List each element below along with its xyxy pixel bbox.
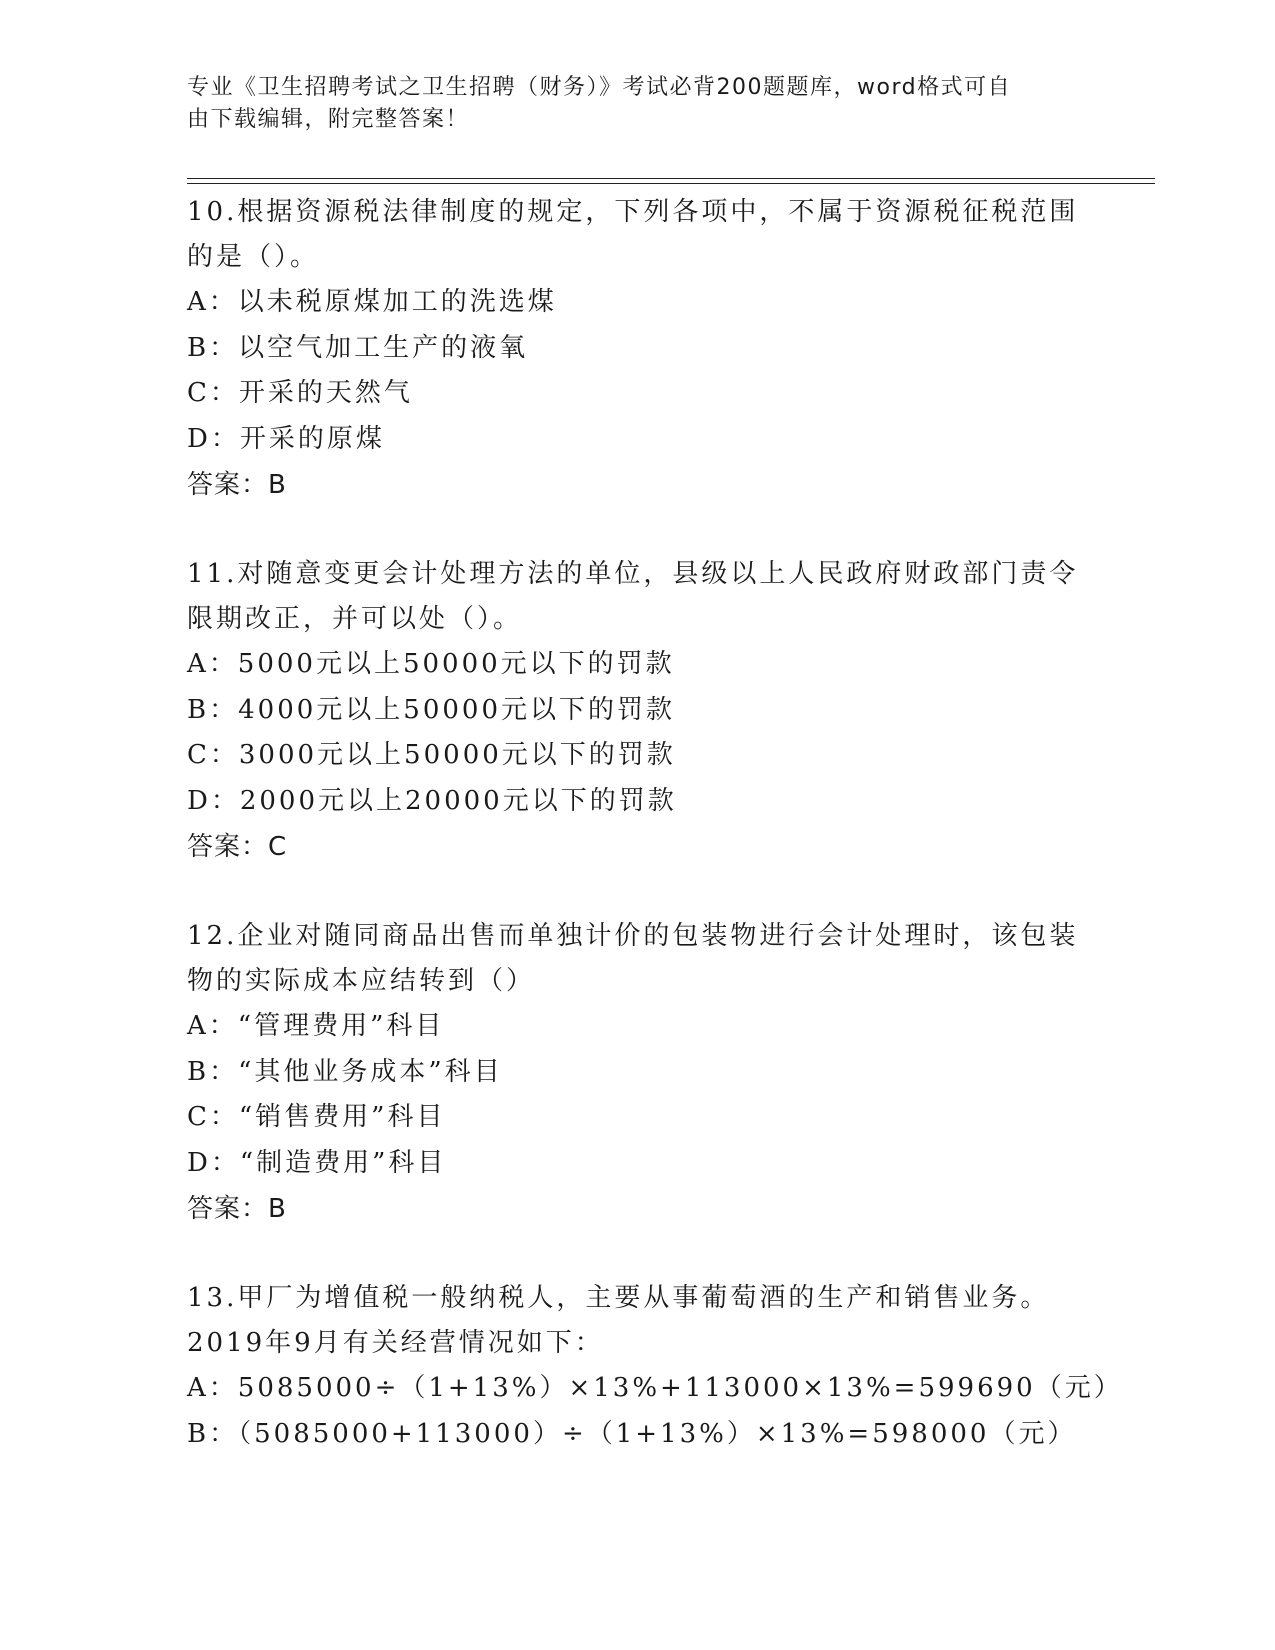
question-stem-line-2: 物的实际成本应结转到（） <box>187 966 536 996</box>
question-stem-line-2: 限期改正，并可以处（）。 <box>187 604 523 634</box>
option-c: C：3000元以上50000元以下的罚款 <box>187 740 676 770</box>
question-stem <box>187 190 1087 280</box>
option-c: C：“销售费用”科目 <box>187 1102 446 1132</box>
option-d: D：开采的原煤 <box>187 423 385 454</box>
question-stem-line-1: 11.对随意变更会计处理方法的单位，县级以上人民政府财政部门责令 <box>187 559 1079 589</box>
question-list <box>187 190 1123 1501</box>
option-a: A：以未税原煤加工的洗选煤 <box>187 287 557 317</box>
question-stem-line-1: 10.根据资源税法律制度的规定，下列各项中，不属于资源税征税范围 <box>187 197 1079 227</box>
question-stem <box>187 1276 1087 1366</box>
option-a: A：5085000÷（1+13%）×13%+113000×13%=599690（元） <box>187 1373 1123 1403</box>
option-d: D：“制造费用”科目 <box>187 1147 447 1178</box>
question-13 <box>187 1276 1123 1457</box>
header-line-2: 由下载编辑，附完整答案！ <box>187 107 470 132</box>
answer: 答案：C <box>187 832 288 862</box>
option-d: D：2000元以上20000元以下的罚款 <box>187 785 677 816</box>
option-c: C：开采的天然气 <box>187 378 413 408</box>
option-b: B：以空气加工生产的液氧 <box>187 332 529 363</box>
header-divider-top <box>187 178 1155 179</box>
header-line-1: 专业《卫生招聘考试之卫生招聘（财务）》考试必背200题题库，word格式可自 <box>187 75 1012 100</box>
question-stem-line-2: 2019年9月有关经营情况如下： <box>187 1328 604 1358</box>
option-a: A：5000元以上50000元以下的罚款 <box>187 649 675 679</box>
question-stem-line-1: 12.企业对随同商品出售而单独计价的包装物进行会计处理时，该包装 <box>187 921 1079 951</box>
answer: 答案：B <box>187 1194 287 1224</box>
option-b: B：4000元以上50000元以下的罚款 <box>187 694 675 725</box>
question-stem <box>187 552 1087 642</box>
question-stem <box>187 914 1087 1004</box>
option-a: A：“管理费用”科目 <box>187 1011 445 1041</box>
question-11 <box>187 552 1087 870</box>
option-b: B：（5085000+113000）÷（1+13%）×13%=598000（元） <box>187 1418 1077 1449</box>
question-12 <box>187 914 1087 1232</box>
answer: 答案：B <box>187 470 287 500</box>
header-divider-bottom <box>187 183 1155 184</box>
document-header <box>187 72 1067 136</box>
question-stem-line-2: 的是（）。 <box>187 242 320 272</box>
question-stem-line-1: 13.甲厂为增值税一般纳税人，主要从事葡萄酒的生产和销售业务。 <box>187 1283 1050 1313</box>
question-10 <box>187 190 1087 508</box>
option-b: B：“其他业务成本”科目 <box>187 1056 503 1087</box>
